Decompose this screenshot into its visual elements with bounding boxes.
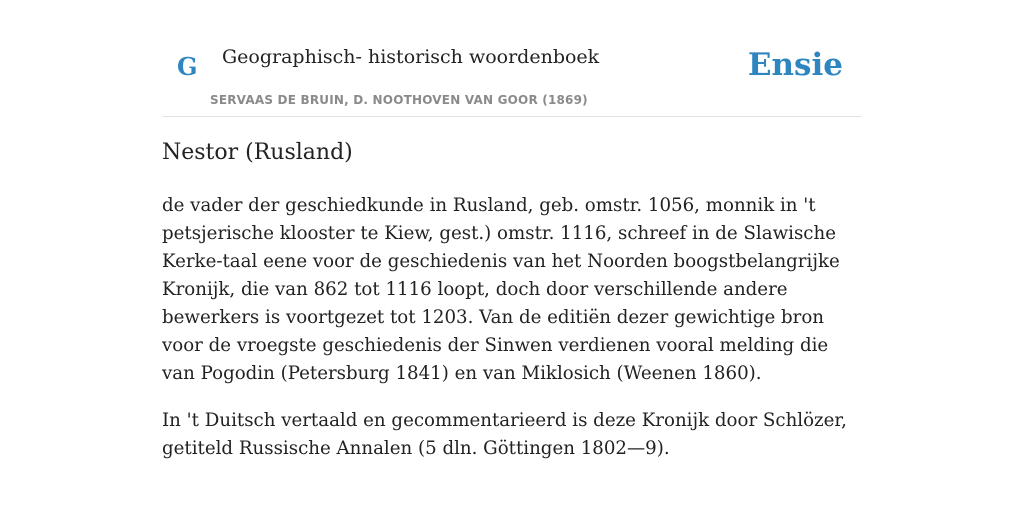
ensie-logo[interactable]: Ensie xyxy=(747,47,843,83)
book-title[interactable]: Geographisch- historisch woordenboek xyxy=(222,46,600,68)
entry-paragraph: de vader der geschiedkunde in Rusland, geb. omstr. 1056, monnik in 't petsjerische klooster te Kiew, gest.) omstr. 1116, schreef in de Slawische Kerke-taal eene voor de geschiedenis van het Noorden boogstbelangrijke Kronijk, die van 862 tot 1116 loopt, doch door verschillende andere bewerkers is voortgezet tot 1203. Van de editiën dezer gewichtige bron voor de vroegste geschiedenis der Sinwen verdienen vooral melding die van Pogodin (Petersburg 1841) en van Miklosich (Weenen 1860). xyxy=(162,195,840,384)
book-authors: SERVAAS DE BRUIN, D. NOOTHOVEN VAN GOOR (1869) xyxy=(210,93,588,107)
entry-paragraph: In 't Duitsch vertaald en gecommentarieerd is deze Kronijk door Schlözer, getiteld Russische Annalen (5 dln. Göttingen 1802—9). xyxy=(162,410,847,459)
header xyxy=(162,0,862,117)
book-logo[interactable]: G xyxy=(177,52,198,81)
entry-body xyxy=(162,192,862,482)
entry-title: Nestor (Rusland) xyxy=(162,140,353,165)
